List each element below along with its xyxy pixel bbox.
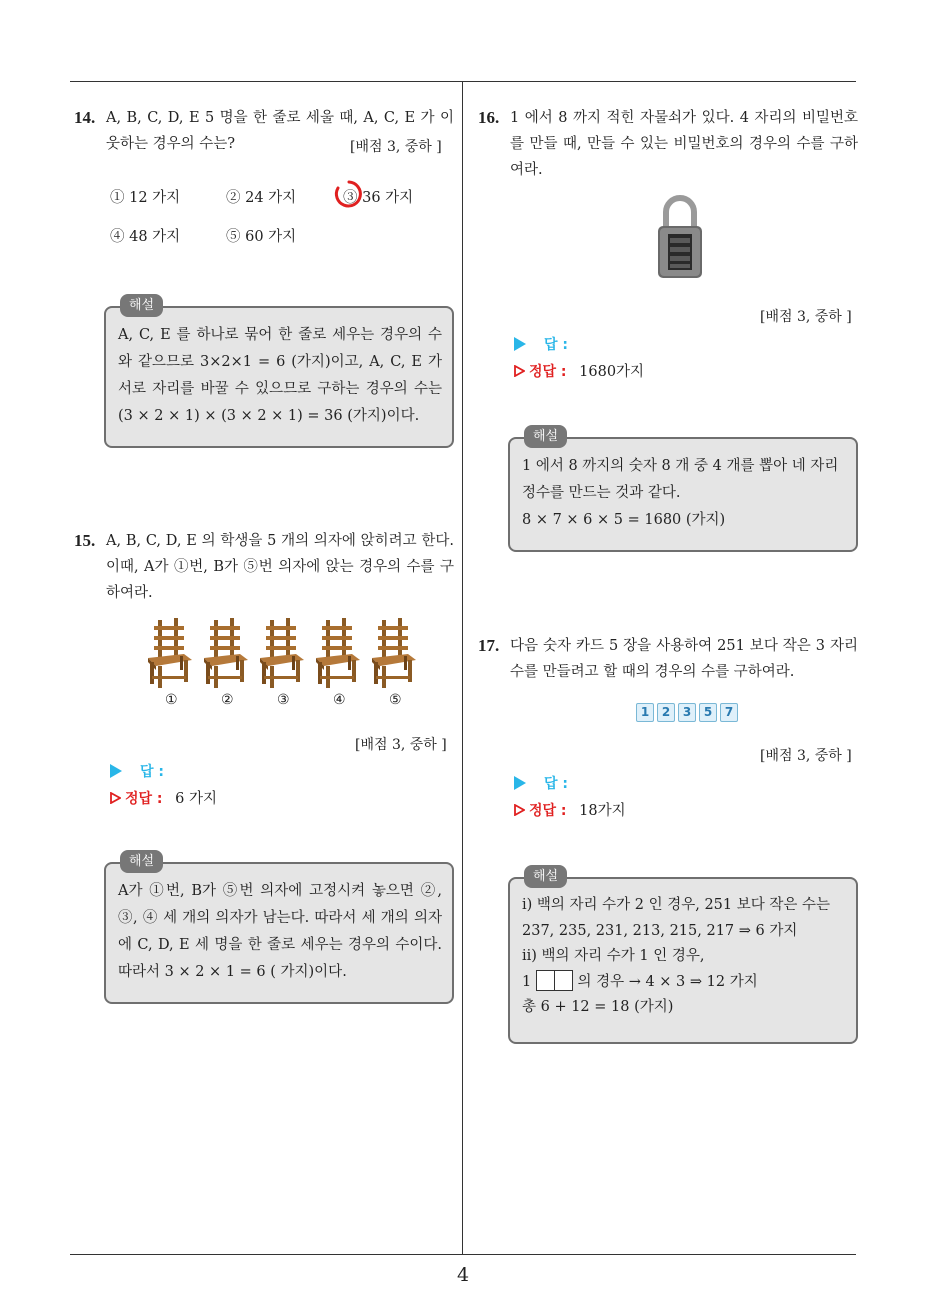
chair-2-icon	[204, 618, 248, 688]
explanation-tag: 해설	[524, 865, 567, 888]
chair-label-3: ③	[277, 692, 290, 708]
question-17-number: 17.	[478, 636, 500, 655]
box-line: 1 의 경우 → 4 × 3 ⇒ 12 가지	[522, 970, 846, 996]
question-15-text: A, B, C, D, E 의 학생을 5 개의 의자에 앉히려고 한다. 이때, A가 ①번, B가 ⑤번 의자에 앉는 경우의 수를 구하여라.	[106, 533, 454, 601]
number-cards	[636, 701, 741, 722]
chair-label-1: ①	[165, 692, 178, 708]
filled-triangle-icon	[514, 337, 526, 351]
top-rule	[70, 81, 856, 82]
question-17-correct-row: 정답 : 18가지	[514, 800, 626, 822]
question-14-score: [배점 3, 중하 ]	[350, 139, 442, 155]
question-16-score: [배점 3, 중하 ]	[760, 309, 852, 325]
chair-4-icon	[316, 618, 360, 688]
question-15-correct-row: 정답 : 6 가지	[110, 788, 217, 810]
chair-5-icon	[372, 618, 416, 688]
filled-triangle-icon	[514, 776, 526, 790]
blank-box	[555, 970, 573, 991]
open-triangle-icon	[514, 365, 525, 377]
filled-triangle-icon	[110, 764, 122, 778]
chair-label-4: ④	[333, 692, 346, 708]
question-15-score: [배점 3, 중하 ]	[355, 737, 447, 753]
question-17-score: [배점 3, 중하 ]	[760, 748, 852, 764]
question-16-correct-row: 정답 : 1680가지	[514, 361, 644, 383]
explanation-text: ⅰ) 백의 자리 수가 2 인 경우, 251 보다 작은 수는 237, 235, 231, 213, 215, 217 ⇒ 6 가지 ⅱ) 백의 자리 수가 1 인 경우, 1 의 경우 → 4 × 3 ⇒ 12 가지 총 6 + 12 = 18 (가지)	[522, 893, 846, 1021]
chair-label-5: ⑤	[389, 692, 402, 708]
chair-1-icon	[148, 618, 192, 688]
explanation-tag: 해설	[120, 294, 163, 317]
question-16-number: 16.	[478, 108, 500, 127]
explanation-tag: 해설	[120, 850, 163, 873]
question-16-explanation	[508, 429, 858, 552]
number-card: 3	[678, 703, 696, 722]
explanation-tag: 해설	[524, 425, 567, 448]
answer-mark-circle-icon	[333, 179, 365, 211]
choice-5[interactable]: ⑤ 60 가지	[226, 229, 297, 245]
question-17-answer-row: 답 :	[514, 773, 568, 795]
number-card: 2	[657, 703, 675, 722]
bottom-rule	[70, 1254, 856, 1255]
explanation-text: A가 ①번, B가 ⑤번 의자에 고정시켜 놓으면 ②, ③, ④ 세 개의 의자가 남는다. 따라서 세 개의 의자에 C, D, E 세 명을 한 줄로 세우는 경우의 수이다. 따라서 3 × 2 × 1 = 6 ( 가지)이다.	[118, 883, 442, 980]
question-14-text: A, B, C, D, E 5 명을 한 줄로 세울 때, A, C, E 가 이웃하는 경우의 수는?	[106, 110, 454, 152]
choice-3[interactable]: ③ 36 가지	[343, 190, 414, 206]
padlock-icon	[650, 192, 710, 282]
open-triangle-icon	[514, 804, 525, 816]
chair-3-icon	[260, 618, 304, 688]
question-16-answer-row: 답 :	[514, 334, 568, 356]
question-16-text: 1 에서 8 까지 적힌 자물쇠가 있다. 4 자리의 비밀번호를 만들 때, 만들 수 있는 비밀번호의 경우의 수를 구하여라.	[510, 110, 858, 178]
choice-2[interactable]: ② 24 가지	[226, 190, 297, 206]
number-card: 5	[699, 703, 717, 722]
question-15-number: 15.	[74, 531, 96, 550]
question-14-number: 14.	[74, 108, 96, 127]
choice-1[interactable]: ① 12 가지	[110, 190, 181, 206]
chairs-illustration	[140, 612, 420, 692]
number-card: 1	[636, 703, 654, 722]
number-card: 7	[720, 703, 738, 722]
question-17-explanation	[508, 869, 858, 1044]
question-17-text: 다음 숫자 카드 5 장을 사용하여 251 보다 작은 3 자리 수를 만들려고 할 때의 경우의 수를 구하여라.	[510, 638, 858, 680]
question-15-answer-row: 답 :	[110, 761, 164, 783]
question-14-explanation	[104, 298, 454, 448]
blank-box	[536, 970, 555, 991]
column-divider	[462, 81, 463, 1255]
choice-4[interactable]: ④ 48 가지	[110, 229, 181, 245]
explanation-text: 1 에서 8 까지의 숫자 8 개 중 4 개를 뽑아 네 자리 정수를 만드는 것과 같다. 8 × 7 × 6 × 5 = 1680 (가지)	[522, 458, 839, 528]
correct-value: 1680가지	[579, 364, 645, 380]
question-15-explanation	[104, 854, 454, 1004]
open-triangle-icon	[110, 792, 121, 804]
correct-value: 18가지	[579, 803, 626, 819]
chair-label-2: ②	[221, 692, 234, 708]
page-number: 4	[456, 1264, 470, 1286]
explanation-text: A, C, E 를 하나로 묶어 한 줄로 세우는 경우의 수와 같으므로 3×2×1 = 6 (가지)이고, A, C, E 가 서로 자리를 바꿀 수 있으므로 구하는 경우의 수는 (3 × 2 × 1) × (3 × 2 × 1) = 36 (가지)이다.	[118, 327, 442, 424]
correct-value: 6 가지	[175, 791, 217, 807]
